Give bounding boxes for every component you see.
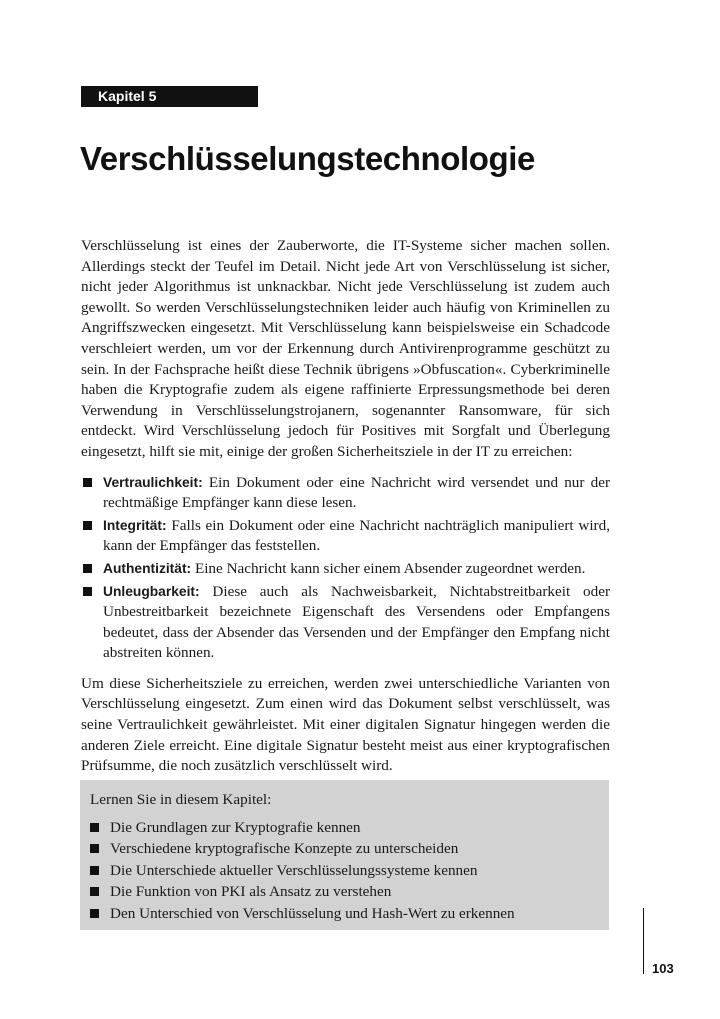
- footer-rule: [643, 908, 644, 974]
- list-item: [81, 559, 610, 580]
- square-bullet-icon: [83, 478, 92, 487]
- learning-goals-heading: Lernen Sie in diesem Kapitel:: [90, 791, 272, 808]
- body-content: [81, 236, 610, 777]
- security-goals-list: [81, 473, 610, 664]
- goal-text: Eine Nachricht kann sicher einem Absender zugeordnet werden.: [191, 559, 586, 577]
- square-bullet-icon: [83, 587, 92, 596]
- learning-goal-text: Die Funktion von PKI als Ansatz zu verstehen: [110, 883, 392, 900]
- goal-term: Authentizität:: [103, 560, 192, 576]
- goal-text: Ein Dokument oder eine Nachricht wird versendet und nur der rechtmäßige Empfänger kann diese lesen.: [103, 473, 610, 512]
- square-bullet-icon: [90, 823, 99, 832]
- goal-text: Diese auch als Nachweisbarkeit, Nichtabstreitbarkeit oder Unbestreitbarkeit bezeichnete Eigenschaft des Versendens oder Empfangens bedeutet, dass der Absender das Versenden und der Empfänger den Empfang nicht abstreiten können.: [103, 582, 610, 662]
- square-bullet-icon: [90, 866, 99, 875]
- list-item: [90, 881, 599, 903]
- chapter-label: Kapitel 5: [81, 86, 258, 107]
- list-item: [81, 582, 610, 664]
- chapter-title: Verschlüsselungstechnologie: [80, 140, 536, 177]
- intro-paragraph: Verschlüsselung ist eines der Zauberworte, die IT-Systeme sicher machen sollen. Allerdings steckt der Teufel im Detail. Nicht jede Art von Verschlüsselung ist sicher, nicht jeder Algorithmus ist unknackbar. Nicht jede Verschlüsselung ist zudem auch gewollt. So werden Verschlüsselungstechniken leider auch häufig von Kriminellen zu Angriffszwecken eingesetzt. Mit Verschlüsselung kann beispielsweise ein Schadcode verschleiert werden, um vor der Erkennung durch Antivirenprogramme geschützt zu sein. In der Fachsprache heißt diese Technik übrigens »Obfuscation«. Cyberkriminelle haben die Kryptografie zudem als eigene raffinierte Erpressungsmethode bei deren Verwendung in Verschlüsselungstrojanern, sogenannter Ransomware, für sich entdeckt. Wird Verschlüsselung jedoch für Positives mit Sorgfalt und Überlegung eingesetzt, hilft sie mit, einige der großen Sicherheitsziele in der IT zu erreichen:: [81, 237, 610, 460]
- square-bullet-icon: [90, 844, 99, 853]
- square-bullet-icon: [83, 564, 92, 573]
- goal-term: Vertraulichkeit:: [103, 474, 203, 490]
- goal-term: Unleugbarkeit:: [103, 583, 200, 599]
- list-item: [90, 817, 599, 839]
- goal-term: Integrität:: [103, 517, 167, 533]
- learning-goals-list: [90, 817, 599, 925]
- list-item: [90, 903, 599, 925]
- square-bullet-icon: [90, 909, 99, 918]
- learning-goal-text: Die Unterschiede aktueller Verschlüsselungssysteme kennen: [110, 861, 478, 879]
- page-number: 103: [652, 961, 674, 976]
- learning-goals-box: [80, 780, 609, 930]
- list-item: [90, 838, 599, 860]
- learning-goal-text: Den Unterschied von Verschlüsselung und Hash-Wert zu erkennen: [110, 904, 515, 922]
- list-item: [81, 473, 610, 514]
- square-bullet-icon: [90, 887, 99, 896]
- list-item: [81, 516, 610, 557]
- closing-paragraph: Um diese Sicherheitsziele zu erreichen, werden zwei unterschiedliche Varianten von Verschlüsselung eingesetzt. Zum einen wird das Dokument selbst verschlüsselt, was seine Vertraulichkeit gewährleistet. Mit einer digitalen Signatur hingegen werden die anderen Ziele erreicht. Eine digitale Signatur besteht meist aus einer kryptografischen Prüfsumme, die noch zusätzlich verschlüsselt wird.: [81, 674, 610, 775]
- goal-text: Falls ein Dokument oder eine Nachricht nachträglich manipuliert wird, kann der Empfänger das feststellen.: [103, 516, 610, 555]
- learning-goal-text: Verschiedene kryptografische Konzepte zu unterscheiden: [110, 840, 459, 857]
- list-item: [90, 860, 599, 882]
- square-bullet-icon: [83, 521, 92, 530]
- learning-goal-text: Die Grundlagen zur Kryptografie kennen: [110, 818, 361, 836]
